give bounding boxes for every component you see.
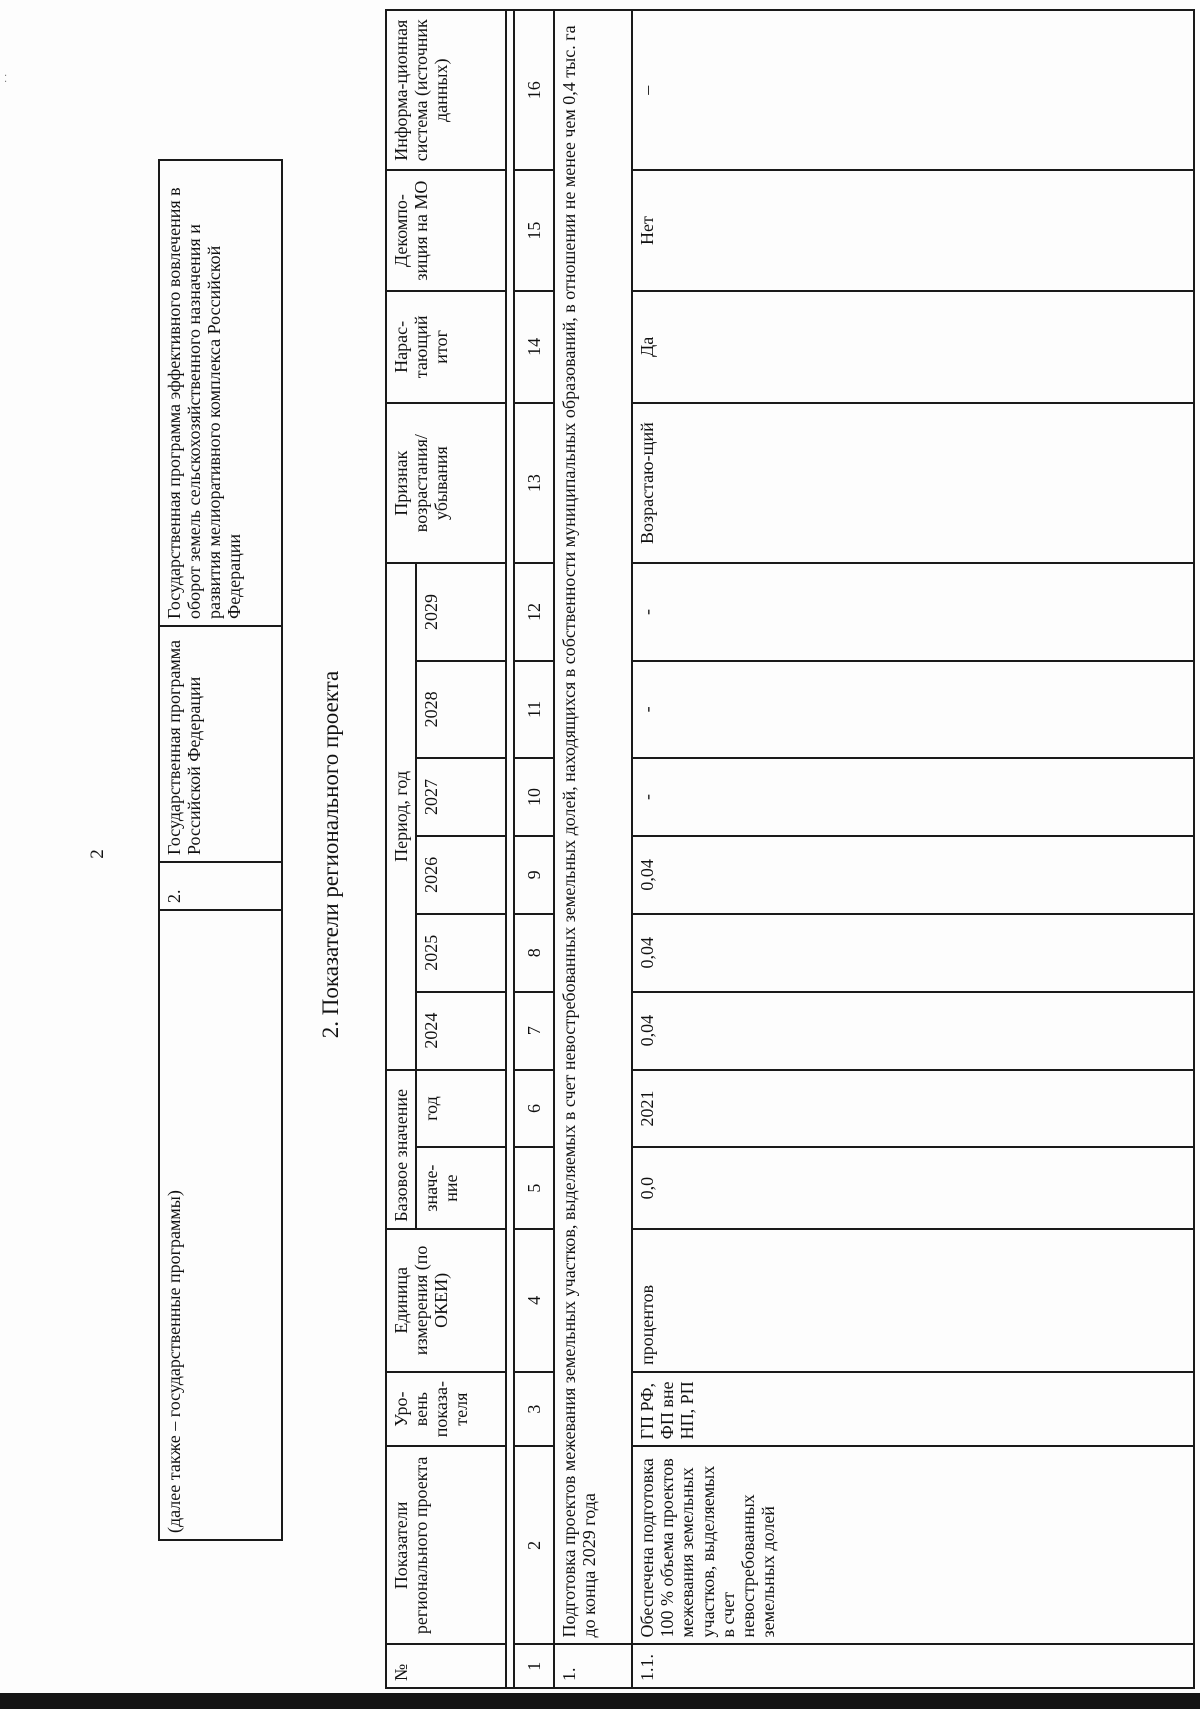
header-period: Период, год	[386, 563, 416, 1069]
column-number: 5	[514, 1147, 554, 1228]
row-1-1-unit: процентов	[632, 1229, 1194, 1372]
column-number: 8	[514, 914, 554, 992]
header-unit: Единица измерения (по ОКЕИ)	[386, 1229, 506, 1372]
scan-speck: ⁚	[4, 74, 8, 85]
program-table-label: Государственная программа Российской Федерации	[159, 626, 282, 862]
column-number: 4	[514, 1229, 554, 1372]
column-number: 9	[514, 836, 554, 914]
section-1-number: 1.	[554, 1644, 632, 1688]
column-number: 10	[514, 758, 554, 836]
header-base-year: год	[416, 1070, 506, 1148]
header-info-system: Информа-ционная система (источник данных)	[386, 10, 506, 170]
header-base-value: значе-ние	[416, 1147, 506, 1228]
row-1-1-value: 0,04	[632, 836, 1194, 914]
row-1-1-value: -	[632, 661, 1194, 758]
column-number: 15	[514, 170, 554, 290]
header-base: Базовое значение	[386, 1070, 416, 1229]
header-year: 2027	[416, 758, 506, 836]
header-cumulative: Нарас-тающий итог	[386, 291, 506, 403]
program-table	[158, 159, 283, 1541]
column-number: 16	[514, 10, 554, 170]
column-number: 13	[514, 403, 554, 563]
header-year: 2026	[416, 836, 506, 914]
program-table-value: Государственная программа эффективного вовлечения в оборот земель сельскохозяйственного назначения и развития мелиоративного комплекса Российской Федерации	[159, 160, 282, 626]
page-number: 2	[87, 849, 108, 859]
row-1-1-level: ГП РФ, ФП вне НП, РП	[632, 1372, 1194, 1446]
row-1-1-value: -	[632, 758, 1194, 836]
column-number: 11	[514, 661, 554, 758]
column-number: 3	[514, 1372, 554, 1446]
section-1-text: Подготовка проектов межевания земельных участков, выделяемых в счет невостребованных земельных долей, находящихся в собственности муниципальных образований, в отношении не менее чем 0,4 тыс. га до конца 2029 года	[554, 10, 632, 1644]
row-1-1-value: 0,04	[632, 914, 1194, 992]
header-year: 2029	[416, 563, 506, 660]
header-year: 2024	[416, 992, 506, 1070]
scan-bottom-edge	[0, 1693, 1200, 1709]
row-1-1-value: 0,04	[632, 992, 1194, 1070]
row-1-1-indicator: Обеспечена подготовка 100 % объема проектов межевания земельных участков, выделяемых в счет невостребованных земельных долей	[632, 1446, 1194, 1644]
column-number: 1	[514, 1644, 554, 1688]
program-table-left-cell: (далее также – государственные программы)	[159, 910, 282, 1540]
program-table-num: 2.	[159, 862, 282, 910]
column-number: 6	[514, 1070, 554, 1148]
row-1-1-decomposition: Нет	[632, 170, 1194, 290]
row-1-1-base-year: 2021	[632, 1070, 1194, 1148]
header-trend: Признак возрастания/ убывания	[386, 403, 506, 563]
header-year: 2025	[416, 914, 506, 992]
row-1-1-value: -	[632, 563, 1194, 660]
table-gap	[506, 10, 514, 1688]
header-decomposition: Декомпо-зиция на МО	[386, 170, 506, 290]
column-number: 7	[514, 992, 554, 1070]
header-level: Уро-вень показа-теля	[386, 1372, 506, 1446]
row-1-1-cumulative: Да	[632, 291, 1194, 403]
row-1-1-number: 1.1.	[632, 1644, 1194, 1688]
column-number: 14	[514, 291, 554, 403]
indicators-table	[385, 9, 1195, 1689]
row-1-1-base-value: 0,0	[632, 1147, 1194, 1228]
header-indicator: Показатели регионального проекта	[386, 1446, 506, 1644]
section-title: 2. Показатели регионального проекта	[318, 670, 343, 1039]
row-1-1-info-system: –	[632, 10, 1194, 170]
header-no: №	[386, 1644, 506, 1688]
column-number: 2	[514, 1446, 554, 1644]
header-year: 2028	[416, 661, 506, 758]
row-1-1-trend: Возрастаю-щий	[632, 403, 1194, 563]
column-number: 12	[514, 563, 554, 660]
